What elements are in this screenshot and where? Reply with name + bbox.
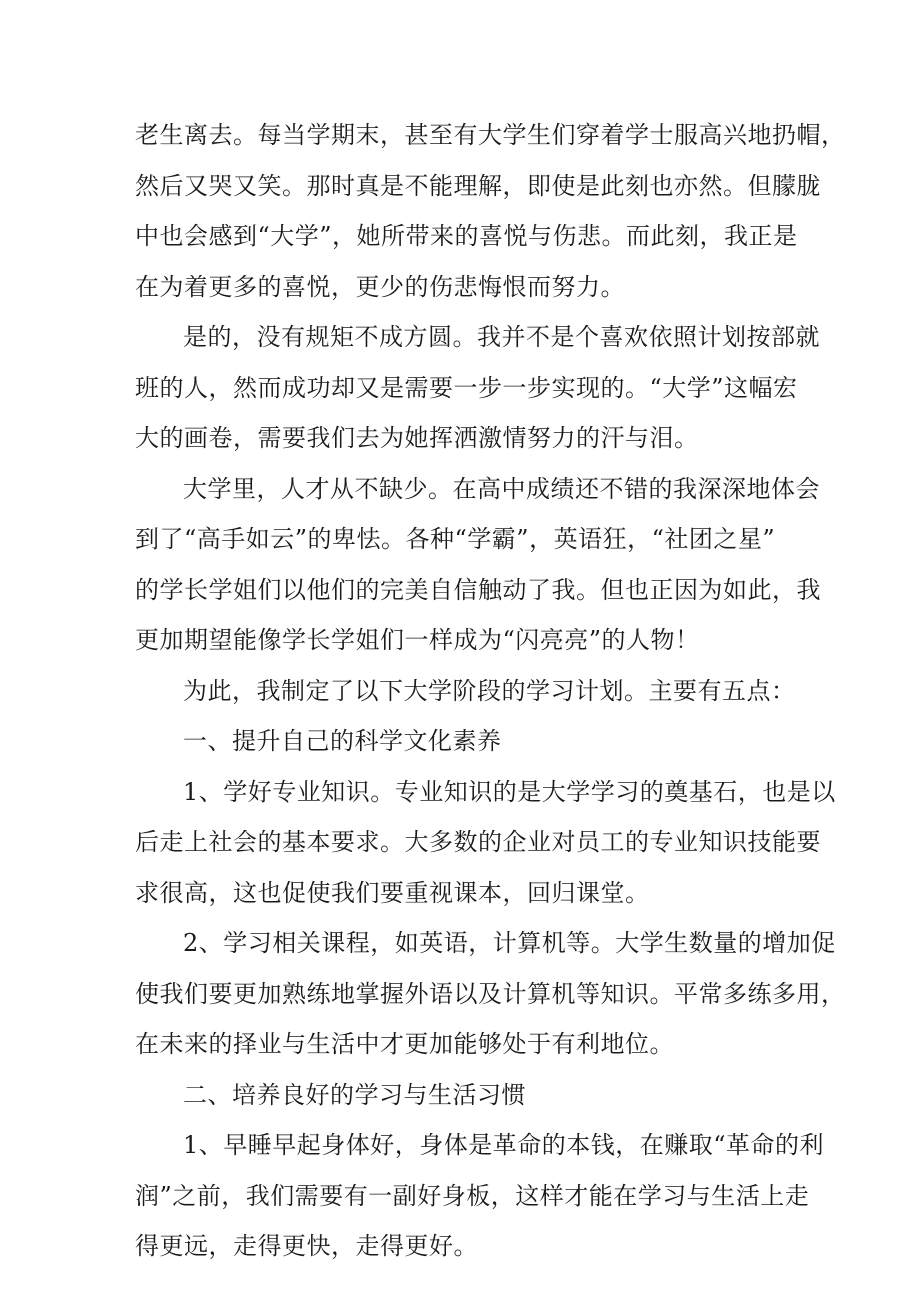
- text-line: 然后又哭又笑。那时真是不能理解，即使是此刻也亦然。但朦胧: [135, 171, 821, 200]
- text-line: 中也会感到“大学”，她所带来的喜悦与伤悲。而此刻，我正是: [135, 222, 798, 250]
- text-line: 润”之前，我们需要有一副好身板，这样才能在学习与生活上走: [135, 1181, 810, 1210]
- text-line: 1、学好专业知识。专业知识的是大学学习的奠基石，也是以: [183, 777, 836, 806]
- text-line: 得更远，走得更快，走得更好。: [135, 1232, 478, 1260]
- text-line: 后走上社会的基本要求。大多数的企业对员工的专业知识技能要: [135, 828, 821, 856]
- text-line: 求很高，这也促使我们要重视课本，回归课堂。: [135, 878, 650, 907]
- text-line: 2、学习相关课程，如英语，计算机等。大学生数量的增加促: [183, 929, 836, 957]
- text-line: 为此，我制定了以下大学阶段的学习计划。主要有五点：: [183, 676, 796, 705]
- text-line: 1、早睡早起身体好，身体是革命的本钱，在赚取“革命的利: [183, 1131, 825, 1159]
- text-line: 老生离去。每当学期末，甚至有大学生们穿着学士服高兴地扔帽，: [135, 121, 846, 149]
- text-line: 使我们要更加熟练地掌握外语以及计算机等知识。平常多练多用，: [135, 979, 846, 1008]
- text-line: 在为着更多的喜悦，更少的伤悲悔恨而努力。: [135, 272, 625, 301]
- text-line: 更加期望能像学长学姐们一样成为“闪亮亮”的人物！: [135, 626, 700, 654]
- section-heading: 一、提升自己的科学文化素养: [183, 727, 502, 755]
- text-line: 到了“高手如云”的卑怯。各种“学霸”，英语狂，“社团之星”: [135, 525, 776, 553]
- text-line: 在未来的择业与生活中才更加能够处于有利地位。: [135, 1030, 674, 1058]
- text-line: 班的人，然而成功却又是需要一步一步实现的。“大学”这幅宏: [135, 373, 798, 402]
- text-line: 的学长学姐们以他们的完美自信触动了我。但也正因为如此，我: [135, 575, 821, 604]
- document-body: [135, 110, 846, 1272]
- text-line: 大学里，人才从不缺少。在高中成绩还不错的我深深地体会: [183, 474, 820, 503]
- text-line: 大的画卷，需要我们去为她挥洒激情努力的汗与泪。: [135, 424, 699, 452]
- section-heading: 二、培养良好的学习与生活习惯: [183, 1080, 526, 1109]
- text-line: 是的，没有规矩不成方圆。我并不是个喜欢依照计划按部就: [183, 323, 820, 351]
